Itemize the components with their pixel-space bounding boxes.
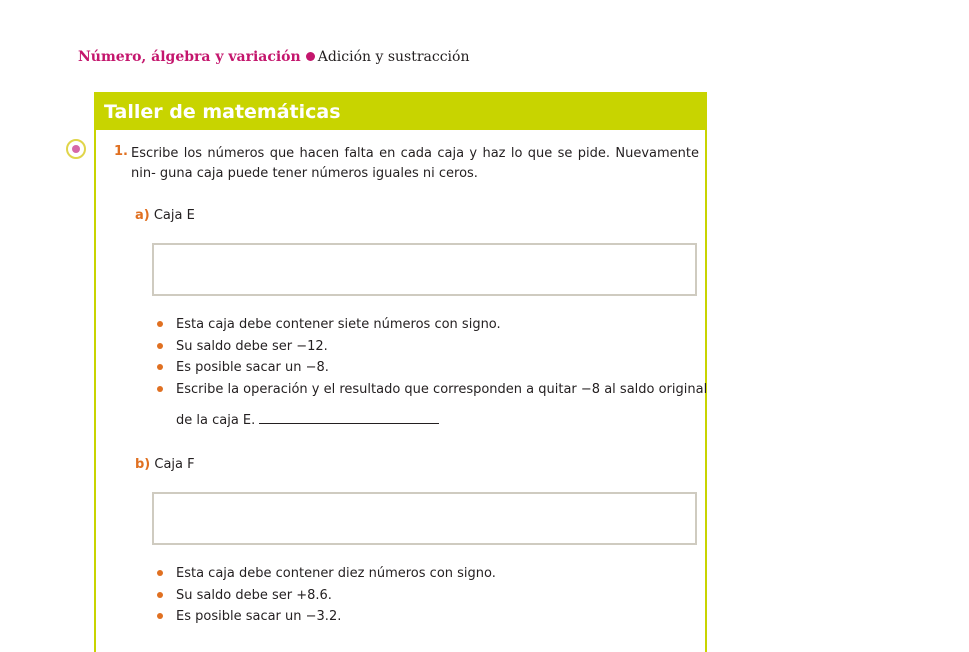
list-item: Su saldo debe ser −12. xyxy=(157,336,702,358)
section-header xyxy=(78,49,469,65)
part-a-label: Caja E xyxy=(153,208,195,223)
question-text: Escribe los números que hacen falta en cada caja y haz lo que se pide. Nuevamente nin- guna caja puede tener números iguales ni ceros. xyxy=(131,146,699,181)
part-b-heading xyxy=(135,457,195,472)
axis-title: Número, álgebra y variación xyxy=(78,49,301,65)
workshop-title: Taller de matemáticas xyxy=(96,94,705,130)
part-a-bullets xyxy=(157,314,708,400)
list-item: Esta caja debe contener siete números con signo. xyxy=(157,314,702,336)
list-item: Esta caja debe contener diez números con signo. xyxy=(157,563,702,585)
list-item: Su saldo debe ser +8.6. xyxy=(157,585,702,607)
part-a-letter: a) xyxy=(135,208,150,223)
list-item: Escribe la operación y el resultado que corresponden a quitar −8 al saldo original xyxy=(157,379,702,401)
part-b-bullets xyxy=(157,563,702,628)
part-b-letter: b) xyxy=(135,457,151,472)
box-e-answer-field[interactable] xyxy=(152,243,697,296)
part-a-continuation xyxy=(176,413,439,428)
answer-blank-line[interactable] xyxy=(259,422,439,424)
part-a-heading xyxy=(135,208,195,223)
target-icon xyxy=(66,139,86,159)
list-item: Es posible sacar un −8. xyxy=(157,357,702,379)
continuation-text: de la caja E. xyxy=(176,413,256,428)
box-f-answer-field[interactable] xyxy=(152,492,697,545)
list-item: Es posible sacar un −3.2. xyxy=(157,606,702,628)
question-number: 1. xyxy=(114,144,128,159)
bullet-dot-icon xyxy=(306,52,315,61)
topic-title: Adición y sustracción xyxy=(317,49,470,65)
part-b-label: Caja F xyxy=(154,457,195,472)
